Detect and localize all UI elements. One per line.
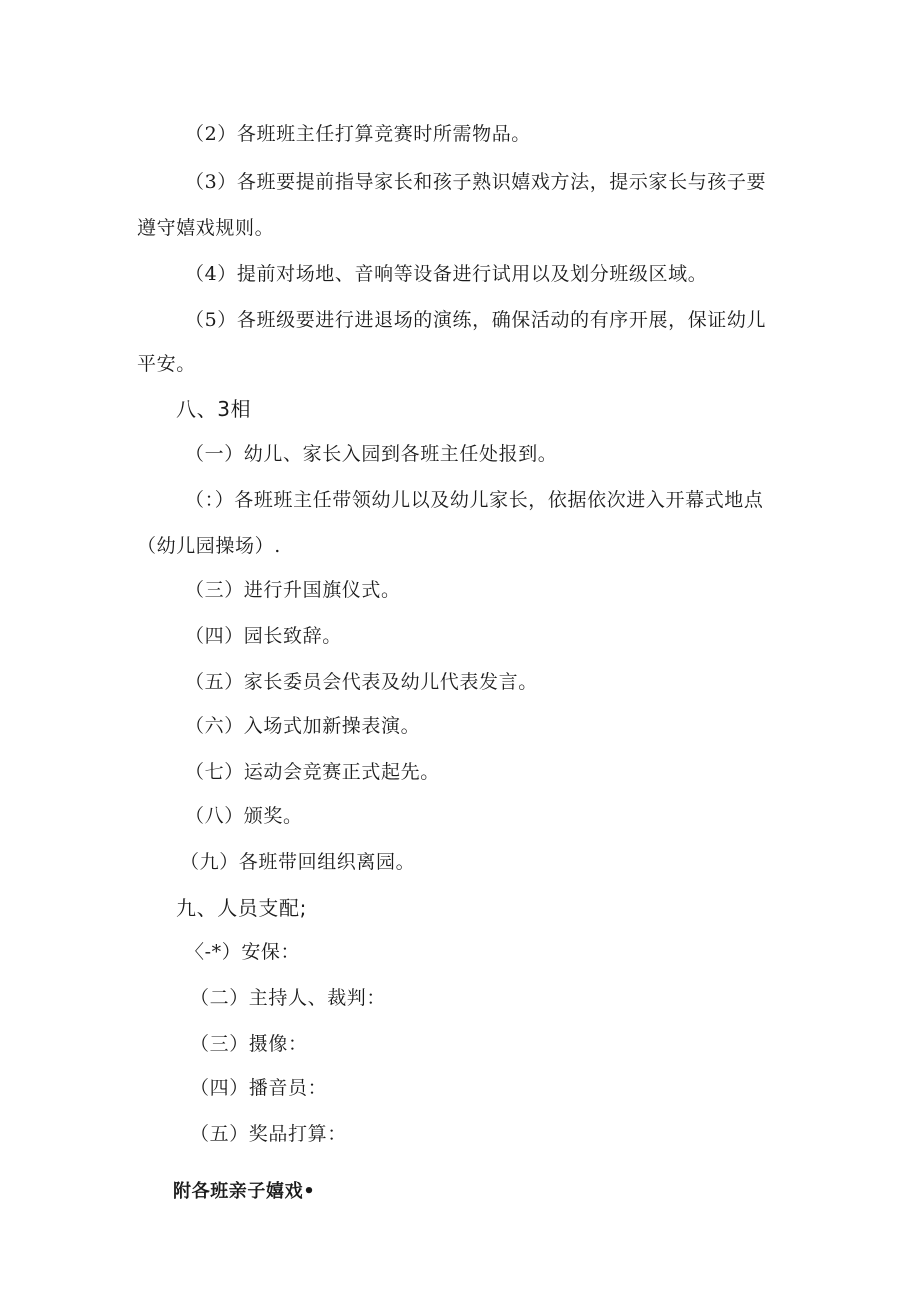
procedure-item-2-cont: （幼儿园操场）. (137, 535, 281, 557)
prep-item-5: （5）各班级要进行进退场的演练，确保活动的有序开展，保证幼儿 (185, 309, 767, 331)
procedure-item-3: （三）进行升国旗仪式。 (185, 579, 401, 601)
procedure-item-6: （六）入场式加新操表演。 (185, 715, 421, 737)
procedure-item-1: （一）幼儿、家长入园到各班主任处报到。 (185, 443, 558, 465)
appendix-title: 附各班亲子嬉戏• (173, 1181, 316, 1202)
staff-item-2: （二）主持人、裁判： (190, 987, 387, 1009)
procedure-item-2: （：）各班班主任带领幼儿以及幼儿家长，依据依次进入开幕式地点 (185, 489, 764, 511)
section-9-heading: 九、人员支配; (176, 896, 307, 920)
prep-item-3-cont: 遵守嬉戏规则。 (137, 217, 275, 239)
procedure-item-8: （八）颁奖。 (185, 805, 303, 827)
staff-item-1: 〈-*）安保： (185, 941, 301, 963)
staff-item-5: （五）奖品打算： (190, 1123, 347, 1145)
prep-item-2: （2）各班班主任打算竞赛时所需物品。 (185, 123, 531, 145)
staff-item-3: （三）摄像： (190, 1033, 308, 1055)
prep-item-3: （3）各班要提前指导家长和孩子熟识嬉戏方法，提示家长与孩子要 (185, 171, 767, 193)
prep-item-4: （4）提前对场地、音响等设备进行试用以及划分班级区域。 (185, 263, 708, 285)
procedure-item-7: （七）运动会竞赛正式起先。 (185, 761, 440, 783)
procedure-item-4: （四）园长致辞。 (185, 625, 342, 647)
procedure-item-5: （五）家长委员会代表及幼儿代表发言。 (185, 671, 538, 693)
section-8-heading: 八、3相 (176, 397, 252, 421)
staff-item-4: （四）播音员： (190, 1077, 328, 1099)
procedure-item-9: （九）各班带回组织离园。 (180, 851, 416, 873)
prep-item-5-cont: 平安。 (137, 353, 196, 375)
